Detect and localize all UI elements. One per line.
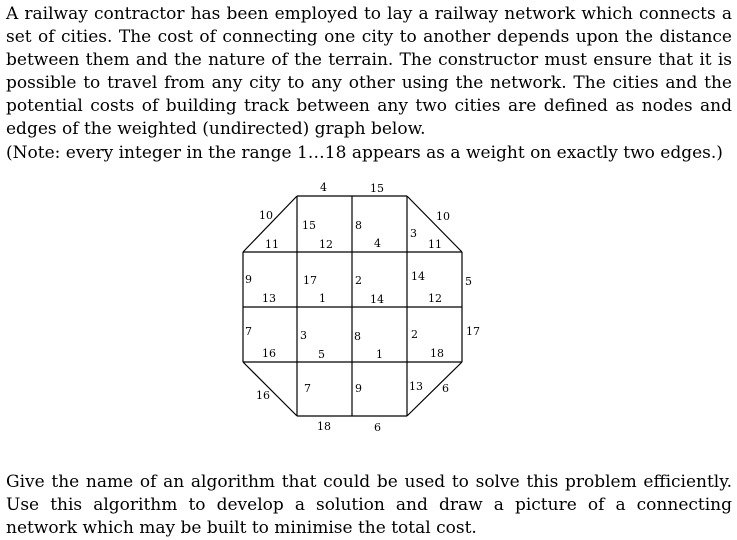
- edge-weight-label: 18: [430, 347, 444, 360]
- edge-weight-label: 17: [466, 325, 480, 338]
- edge-weight-label: 18: [317, 420, 331, 433]
- edge-weight-label: 8: [354, 330, 361, 343]
- problem-intro-text: A railway contractor has been employed to lay a railway network which connects a set of cities. The cost of connecting one city to another depends upon the distance between them and the nature of the terrain. The constructor must ensure that it is possible to travel from any city to any other using the network. The cities and the potential costs of building track between any two cities are defined as nodes and edges of the weighted (undirected) graph below.: [6, 4, 732, 139]
- edge-weight-label: 16: [256, 389, 270, 402]
- graph-edge: [243, 362, 297, 416]
- edge-weight-label: 5: [465, 275, 472, 288]
- edge-weight-label: 14: [411, 270, 425, 283]
- edge-weight-label: 15: [370, 182, 384, 195]
- edge-weight-label: 9: [245, 273, 252, 286]
- edge-weight-label: 3: [410, 227, 417, 240]
- weights-note-text: (Note: every integer in the range 1…18 appears as a weight on exactly two edges.): [6, 143, 723, 163]
- edge-weight-label: 14: [370, 293, 384, 306]
- edge-weight-label: 13: [262, 292, 276, 305]
- edge-weight-label: 5: [318, 348, 325, 361]
- edge-weight-label: 1: [319, 292, 326, 305]
- edge-weight-label: 7: [245, 325, 252, 338]
- edge-weight-label: 10: [259, 209, 273, 222]
- graph-edges: [243, 196, 462, 416]
- edge-weight-label: 2: [355, 274, 362, 287]
- edge-weight-label: 3: [300, 329, 307, 342]
- edge-weight-label: 7: [304, 382, 311, 395]
- edge-weight-label: 6: [374, 421, 381, 434]
- edge-weight-label: 12: [428, 292, 442, 305]
- edge-weight-label: 4: [320, 181, 327, 194]
- edge-weight-label: 8: [355, 219, 362, 232]
- edge-weight-label: 1: [376, 348, 383, 361]
- edge-weight-label: 6: [442, 382, 449, 395]
- edge-weight-label: 4: [374, 237, 381, 250]
- edge-weight-label: 2: [411, 328, 418, 341]
- edge-weight-label: 16: [262, 347, 276, 360]
- edge-weight-label: 12: [319, 238, 333, 251]
- question-text: Give the name of an algorithm that could be used to solve this problem efficiently. Use this algorithm to develop a solution and draw a picture of a connecting network which may be built to minimise the total cost.: [6, 472, 732, 538]
- edge-weight-label: 10: [436, 210, 450, 223]
- edge-weight-label: 9: [355, 382, 362, 395]
- edge-weight-label: 11: [428, 238, 442, 251]
- edge-weight-label: 13: [409, 380, 423, 393]
- edge-weight-label: 17: [303, 274, 317, 287]
- edge-weight-label: 11: [265, 238, 279, 251]
- edge-weight-label: 15: [302, 219, 316, 232]
